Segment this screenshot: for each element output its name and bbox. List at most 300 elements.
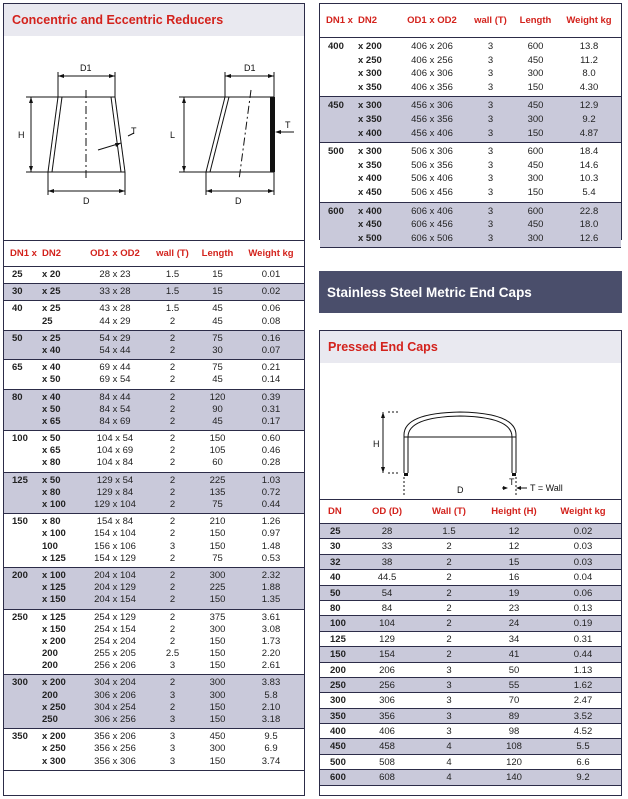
table-cell: x 300 <box>358 100 382 112</box>
table-cell: 125 <box>12 474 28 486</box>
table-cell: 140 <box>506 772 522 784</box>
table-row <box>4 660 304 672</box>
end-caps-table <box>320 499 621 786</box>
table-row <box>4 756 304 768</box>
row-group <box>4 390 304 432</box>
table-cell: 0.44 <box>261 499 281 510</box>
table-cell: 4 <box>446 741 452 753</box>
table-cell: 50 <box>330 587 341 599</box>
table-cell: 45 <box>212 415 223 427</box>
table-cell <box>4 636 42 648</box>
table-cell: 19 <box>508 587 520 599</box>
table-cell <box>4 553 42 565</box>
table-cell: 300 <box>12 677 28 689</box>
table-cell: 55 <box>508 679 520 691</box>
table-row <box>320 113 621 127</box>
table-cell: 2 <box>446 618 452 630</box>
table-cell: 84 x 69 <box>99 415 131 427</box>
table-cell: 450 <box>209 731 226 743</box>
table-cell: 3.08 <box>261 623 281 635</box>
column-header: Length <box>519 15 552 26</box>
table-cell: x 350 <box>358 113 382 125</box>
caps-row <box>320 663 621 678</box>
table-cell: 0.28 <box>261 457 281 469</box>
table-cell: 2 <box>169 611 176 623</box>
table-cell: 256 x 206 <box>94 660 136 672</box>
table-cell: x 65 <box>42 415 61 427</box>
table-cell <box>4 445 42 457</box>
column-header: DN1 x <box>326 15 353 26</box>
table-cell: 606 x 406 <box>411 205 453 217</box>
diagram-label-l: L <box>170 130 176 140</box>
table-row <box>4 457 304 469</box>
table-cell: 150 <box>209 635 226 647</box>
table-cell: x 450 <box>358 186 382 198</box>
table-cell: 100 <box>12 433 28 445</box>
table-cell: 75 <box>212 362 223 374</box>
table-cell <box>4 457 42 469</box>
table-cell: 1.03 <box>261 474 281 486</box>
table-cell: 0.19 <box>573 618 593 630</box>
table-cell <box>320 127 358 141</box>
table-cell: 0.03 <box>573 541 593 553</box>
table-cell: 25 <box>330 526 341 537</box>
table-cell: 5.4 <box>582 186 596 198</box>
table-cell: 16 <box>508 572 520 584</box>
table-cell: 306 <box>379 695 395 707</box>
caps-row <box>320 647 621 662</box>
table-cell: 2 <box>169 486 176 498</box>
table-cell: 356 x 206 <box>94 731 136 743</box>
table-cell: 500 <box>328 146 344 158</box>
table-cell: 256 <box>379 679 395 691</box>
table-cell: 406 x 356 <box>411 81 453 93</box>
table-cell: 104 x 54 <box>96 433 134 445</box>
table-cell: 54 x 29 <box>99 332 131 344</box>
reducers-table <box>4 240 304 771</box>
table-cell: 150 <box>12 516 28 528</box>
table-cell: 150 <box>209 660 226 672</box>
table-row <box>4 269 304 281</box>
table-row <box>320 159 621 173</box>
table-cell: 2 <box>169 433 176 445</box>
table-cell: 1.5 <box>442 526 456 537</box>
table-cell: 3.83 <box>261 677 281 689</box>
table-cell: x 250 <box>42 701 66 713</box>
table-cell: 200 <box>12 569 28 581</box>
table-cell: 0.31 <box>573 633 593 645</box>
table-cell: 2 <box>446 602 452 614</box>
table-cell: x 80 <box>42 486 61 498</box>
table-cell: 154 x 84 <box>96 516 134 528</box>
table-cell <box>4 594 42 606</box>
table-cell <box>4 374 42 386</box>
table-row <box>4 570 304 582</box>
table-cell <box>4 648 42 660</box>
table-row <box>4 404 304 416</box>
table-cell: 2 <box>169 582 176 594</box>
table-cell: 3 <box>487 173 494 185</box>
table-cell: 3 <box>487 186 494 198</box>
table-cell: 3 <box>487 54 494 66</box>
table-row <box>320 67 621 81</box>
table-cell: 84 x 44 <box>99 391 131 403</box>
table-cell: 3 <box>169 731 176 743</box>
table-cell: 600 <box>527 146 544 158</box>
table-cell: 2 <box>169 528 176 540</box>
table-cell: 1.88 <box>261 582 281 594</box>
table-cell <box>4 743 42 755</box>
diagram-label-t-b: T <box>285 120 291 130</box>
row-group <box>320 97 621 143</box>
table-cell: 4 <box>446 772 452 784</box>
table-cell: 3 <box>169 689 176 701</box>
table-cell: 0.72 <box>261 486 281 498</box>
table-cell: 306 x 256 <box>94 714 136 725</box>
table-cell: 3 <box>487 41 494 52</box>
table-cell: 3.52 <box>573 710 593 722</box>
table-cell <box>4 528 42 540</box>
row-group <box>4 729 304 771</box>
table-cell: 150 <box>209 594 226 606</box>
table-cell: 508 <box>379 756 395 768</box>
table-cell: 300 <box>209 689 226 701</box>
table-cell: 3 <box>446 664 452 676</box>
table-cell: 3 <box>446 726 452 738</box>
caps-row <box>320 555 621 570</box>
table-cell: 150 <box>209 701 226 713</box>
column-header: OD1 x OD2 <box>407 15 457 26</box>
table-cell <box>4 541 42 553</box>
caps-row <box>320 709 621 724</box>
table-cell: 0.17 <box>261 415 281 427</box>
table-cell: x 300 <box>358 68 382 80</box>
reducer-diagram <box>4 40 304 240</box>
table-cell: 506 x 456 <box>411 186 453 198</box>
table-cell: 30 <box>12 286 23 298</box>
table-cell: 250 <box>12 611 28 623</box>
table-cell: 0.02 <box>573 526 593 537</box>
table-row <box>4 624 304 636</box>
table-cell: 150 <box>209 648 226 660</box>
caps-row <box>320 539 621 554</box>
end-caps-panel <box>319 330 622 796</box>
row-group <box>4 610 304 676</box>
table-cell: 2.10 <box>261 701 281 713</box>
table-cell <box>320 54 358 68</box>
table-row <box>4 316 304 328</box>
table-cell: 28 <box>381 526 393 537</box>
table-cell: 0.31 <box>261 403 281 415</box>
table-cell: 150 <box>209 540 226 552</box>
table-row <box>4 516 304 528</box>
table-cell: 300 <box>527 173 544 185</box>
table-cell <box>4 345 42 357</box>
table-cell: 150 <box>209 714 226 725</box>
table-cell: 2 <box>169 677 176 689</box>
table-cell: 0.44 <box>573 649 593 661</box>
table-cell: 150 <box>527 81 544 93</box>
table-cell: 400 <box>328 41 344 52</box>
table-cell: 356 <box>379 710 395 722</box>
table-cell: 75 <box>212 552 223 564</box>
table-cell: 28 x 23 <box>99 269 131 280</box>
table-cell: 456 x 356 <box>411 113 453 125</box>
table-cell: 150 <box>209 433 226 445</box>
table-cell: 606 x 506 <box>411 232 453 244</box>
table-cell: x 80 <box>42 516 61 528</box>
table-cell <box>320 67 358 81</box>
table-cell: 3 <box>487 68 494 80</box>
table-cell: 18.4 <box>579 146 599 158</box>
table-cell: 104 <box>379 618 395 630</box>
cap-label-h: H <box>373 439 380 449</box>
table-cell: 105 <box>209 445 226 457</box>
table-cell: 450 <box>330 741 346 753</box>
table-row <box>4 743 304 755</box>
column-header: wall (T) <box>474 15 507 26</box>
reducers-panel <box>3 3 305 796</box>
table-row <box>4 445 304 457</box>
table-cell: 84 <box>381 602 393 614</box>
table-row <box>4 690 304 702</box>
table-cell: 3 <box>487 113 494 125</box>
caps-row <box>320 755 621 770</box>
table-cell: 2 <box>169 315 176 327</box>
table-cell: 2 <box>169 344 176 356</box>
table-cell: 450 <box>527 219 544 231</box>
table-cell: 23 <box>508 602 520 614</box>
table-cell: x 150 <box>42 594 66 606</box>
table-cell: 0.21 <box>261 362 281 374</box>
table-cell: x 100 <box>42 569 66 581</box>
table-cell: 129 <box>379 633 395 645</box>
table-cell: x 125 <box>42 611 66 623</box>
table-cell: x 25 <box>42 303 61 315</box>
table-cell: 3 <box>169 755 176 767</box>
table-cell: x 500 <box>358 232 382 244</box>
table-cell: 450 <box>527 100 544 112</box>
table-cell: 14.6 <box>579 159 599 171</box>
table-cell: 9.2 <box>582 113 596 125</box>
table-cell: 9.2 <box>576 772 590 784</box>
table-cell: 3 <box>169 714 176 725</box>
column-header: Length <box>201 248 234 259</box>
table-cell: 300 <box>209 569 226 581</box>
table-cell: 1.73 <box>261 635 281 647</box>
table-cell: 3 <box>487 146 494 158</box>
table-cell: 80 <box>12 391 23 403</box>
table-cell: 54 x 44 <box>99 344 131 356</box>
table-cell: 3 <box>487 205 494 217</box>
table-cell: 2 <box>169 635 176 647</box>
table-cell: 3 <box>487 81 494 93</box>
table-cell: 608 <box>379 772 395 784</box>
table-row <box>320 127 621 141</box>
diagram-label-d1-a: D1 <box>80 63 92 73</box>
table-cell: 22.8 <box>579 205 599 217</box>
caps-row <box>320 524 621 539</box>
reducers-title: Concentric and Eccentric Reducers <box>12 13 224 27</box>
table-cell: 9.5 <box>264 731 278 743</box>
table-cell: 350 <box>330 710 346 722</box>
row-group <box>4 331 304 360</box>
table-cell: 3 <box>487 159 494 171</box>
caps-row <box>320 586 621 601</box>
table-cell: 300 <box>209 677 226 689</box>
table-row <box>4 303 304 315</box>
table-cell: 12.9 <box>579 100 599 112</box>
table-cell: 250 <box>42 714 58 725</box>
table-cell: 2.32 <box>261 569 281 581</box>
table-row <box>320 145 621 159</box>
table-cell: 69 x 54 <box>99 374 131 386</box>
table-cell: 150 <box>209 528 226 540</box>
table-cell: 45 <box>212 374 223 386</box>
table-cell: 150 <box>527 127 544 139</box>
table-cell: x 400 <box>358 205 382 217</box>
table-cell: 2.20 <box>261 648 281 660</box>
table-cell: 4.87 <box>579 127 599 139</box>
table-cell: 65 <box>12 362 23 374</box>
table-cell: 2.5 <box>165 648 180 660</box>
table-cell: x 400 <box>358 127 382 139</box>
table-cell: 406 <box>379 726 395 738</box>
table-cell: 600 <box>330 772 346 784</box>
table-cell: 350 <box>12 731 28 743</box>
table-cell: 5.5 <box>576 741 590 753</box>
table-cell: 0.02 <box>261 286 281 298</box>
table-cell: x 20 <box>42 269 61 280</box>
table-cell: 2 <box>169 623 176 635</box>
table-cell: x 400 <box>358 173 382 185</box>
table-cell: 254 x 154 <box>94 623 136 635</box>
table-cell: 5.8 <box>264 689 278 701</box>
row-group <box>320 38 621 97</box>
table-cell: 200 <box>330 664 346 676</box>
table-cell <box>4 756 42 768</box>
table-cell: x 200 <box>42 677 66 689</box>
table-cell: x 40 <box>42 391 61 403</box>
table-cell: x 25 <box>42 332 61 344</box>
table-cell: 2.61 <box>261 660 281 672</box>
table-row <box>4 731 304 743</box>
table-cell: 1.5 <box>165 286 180 298</box>
table-cell: 300 <box>527 113 544 125</box>
table-row <box>4 702 304 714</box>
table-cell: 0.06 <box>261 303 281 315</box>
table-cell: 2 <box>446 649 452 661</box>
table-cell: x 125 <box>42 582 66 594</box>
table-cell: 456 x 406 <box>411 127 453 139</box>
table-cell: 50 <box>12 332 23 344</box>
table-cell: 206 <box>379 664 395 676</box>
table-cell: 75 <box>212 499 223 510</box>
table-cell: 225 <box>209 474 226 486</box>
table-cell <box>4 316 42 328</box>
row-group <box>4 568 304 610</box>
table-row <box>4 541 304 553</box>
table-cell: 8.0 <box>582 68 596 80</box>
table-cell: x 200 <box>42 731 66 743</box>
table-cell: 0.04 <box>573 572 593 584</box>
table-cell: 45 <box>212 315 223 327</box>
table-cell <box>4 404 42 416</box>
table-cell: 356 x 306 <box>94 755 136 767</box>
table-row <box>4 362 304 374</box>
table-cell: x 300 <box>358 146 382 158</box>
table-cell: 2 <box>446 587 452 599</box>
table-cell: x 200 <box>358 41 382 52</box>
table-cell: x 25 <box>42 286 61 298</box>
table-cell: 2 <box>169 445 176 457</box>
table-cell: 300 <box>527 68 544 80</box>
table-cell <box>4 487 42 499</box>
end-caps-title-band <box>320 331 621 363</box>
diagram-label-h: H <box>18 130 25 140</box>
table-cell: 12 <box>508 541 520 553</box>
table-cell: 1.35 <box>261 594 281 606</box>
table-cell: 89 <box>508 710 520 722</box>
table-cell: 506 x 306 <box>411 146 453 158</box>
table-cell: 150 <box>330 649 346 661</box>
table-cell <box>4 690 42 702</box>
column-header: Weight kg <box>560 506 606 517</box>
caps-table-header <box>320 500 621 524</box>
table-cell <box>4 582 42 594</box>
table-cell: x 350 <box>358 81 382 93</box>
table-cell: 3 <box>487 127 494 139</box>
table-cell: 356 x 256 <box>94 743 136 755</box>
table-cell: 2 <box>169 362 176 374</box>
table-cell: 30 <box>212 344 223 356</box>
table-row <box>4 714 304 726</box>
table-cell: 2.47 <box>573 695 593 707</box>
table-cell: 33 x 28 <box>99 286 131 298</box>
table-cell <box>4 624 42 636</box>
column-header: DN2 <box>358 15 378 26</box>
table-cell: 200 <box>42 689 58 701</box>
column-header: wall (T) <box>156 248 189 259</box>
table-cell: 0.13 <box>573 602 593 614</box>
table-cell: 1.26 <box>261 516 281 528</box>
table-cell: x 50 <box>42 374 61 386</box>
table-cell: 254 x 129 <box>94 611 136 623</box>
table-cell: 0.60 <box>261 433 281 445</box>
table-cell: 6.6 <box>576 756 590 768</box>
table-cell: 458 <box>379 741 395 753</box>
table-cell: 12 <box>508 526 520 537</box>
end-cap-diagram <box>320 365 620 495</box>
table-cell: 15 <box>212 269 223 280</box>
table-cell: 3 <box>446 710 452 722</box>
column-header: DN2 <box>42 248 62 259</box>
table-cell: 125 <box>330 633 346 645</box>
table-cell: 2 <box>169 516 176 528</box>
table-cell: 2 <box>169 391 176 403</box>
table-cell: 3.61 <box>261 611 281 623</box>
table-cell: 250 <box>330 679 346 691</box>
table-cell: 156 x 106 <box>94 540 136 552</box>
table-row <box>320 186 621 200</box>
table-cell: 2 <box>169 569 176 581</box>
table-cell: 24 <box>508 618 520 630</box>
table-cell: 200 <box>42 648 58 660</box>
table-cell: 2 <box>169 403 176 415</box>
row-group <box>4 301 304 330</box>
table-cell: 204 x 104 <box>94 569 136 581</box>
table-cell: x 150 <box>42 623 66 635</box>
